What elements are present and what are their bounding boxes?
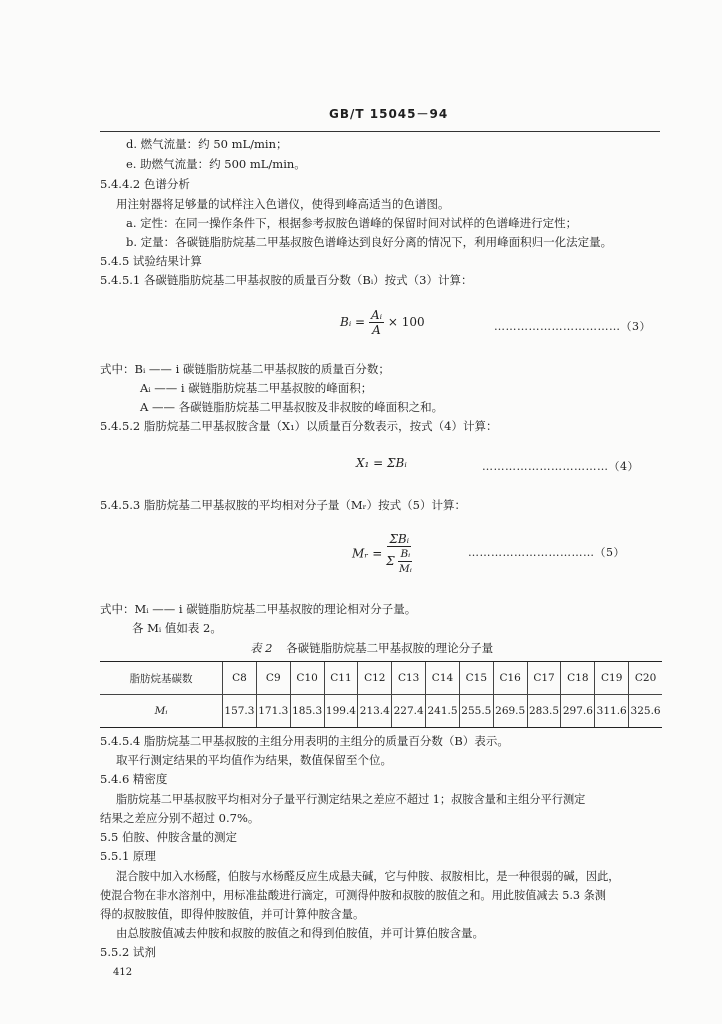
table-col-header: C11 bbox=[324, 662, 358, 695]
formula-4: X₁ = ΣBᵢ bbox=[356, 456, 407, 470]
table-col-header: C10 bbox=[290, 662, 324, 695]
table-cell: 311.6 bbox=[595, 695, 629, 728]
standard-code-header: GB/T 15045－94 bbox=[329, 107, 449, 121]
table-cell: 269.5 bbox=[493, 695, 527, 728]
formula-5-fraction bbox=[386, 532, 412, 576]
table-col-header: C9 bbox=[256, 662, 290, 695]
table-2-caption bbox=[250, 640, 493, 656]
item-d-gas-flow: d. 燃气流量：约 50 mL/min； bbox=[126, 137, 288, 151]
formula-3-denominator: A bbox=[372, 323, 381, 337]
where-1-line-2: Aᵢ —— i 碳链脂肪烷基二甲基叔胺的峰面积； bbox=[140, 381, 373, 395]
table-row bbox=[100, 662, 662, 695]
table-2 bbox=[100, 661, 662, 728]
formula-3-lhs: Bᵢ = bbox=[340, 315, 366, 329]
header-rule bbox=[100, 131, 660, 132]
table-col-header: C16 bbox=[493, 662, 527, 695]
where-1-line-1: 式中：Bᵢ —— i 碳链脂肪烷基二甲基叔胺的质量百分数； bbox=[100, 362, 390, 376]
section-546-text-1: 脂肪烷基二甲基叔胺平均相对分子量平行测定结果之差应不超过 1；叔胺含量和主组分平行测定 bbox=[116, 793, 586, 806]
section-551-text-2: 使混合物在非水溶剂中，用标准盐酸进行滴定，可测得仲胺和叔胺的胺值之和。用此胺值减去 5.3 条测 bbox=[100, 889, 606, 902]
item-a-qualitative: a. 定性：在同一操作条件下，根据参考叔胺色谱峰的保留时间对试样的色谱峰进行定性； bbox=[126, 216, 578, 230]
section-551-text-4: 由总胺胺值减去仲胺和叔胺的胺值之和得到伯胺值，并可计算伯胺含量。 bbox=[116, 926, 484, 940]
section-5442-text: 用注射器将足够量的试样注入色谱仪，使得到峰高适当的色谱图。 bbox=[116, 197, 450, 211]
table-row-header: Mᵢ bbox=[100, 695, 223, 728]
section-551-text-3: 得的叔胺胺值，即得仲胺胺值，并可计算仲胺含量。 bbox=[100, 907, 365, 921]
table-cell: 213.4 bbox=[358, 695, 392, 728]
table-col-header: C19 bbox=[595, 662, 629, 695]
section-552-heading: 5.5.2 试剂 bbox=[100, 945, 156, 959]
formula-5-lhs: Mᵣ = bbox=[352, 546, 383, 561]
section-5452-heading: 5.4.5.2 脂肪烷基二甲基叔胺含量（X₁）以质量百分数表示，按式（4）计算： bbox=[100, 419, 498, 433]
section-5454-heading: 5.4.5.4 脂肪烷基二甲基叔胺的主组分用表明的主组分的质量百分数（B）表示。 bbox=[100, 734, 509, 748]
formula-5-number: （5） bbox=[594, 546, 625, 559]
table-cell: 283.5 bbox=[527, 695, 561, 728]
table-cell: 227.4 bbox=[392, 695, 426, 728]
item-e-air-flow: e. 助燃气流量：约 500 mL/min。 bbox=[126, 157, 306, 171]
where-2-line-1: 式中：Mᵢ —— i 碳链脂肪烷基二甲基叔胺的理论相对分子量。 bbox=[100, 602, 417, 616]
table-col-header: C13 bbox=[392, 662, 426, 695]
formula-5 bbox=[352, 532, 412, 576]
table-col-header: C8 bbox=[223, 662, 257, 695]
formula-5-numerator: ΣBᵢ bbox=[389, 532, 410, 546]
section-5451-heading: 5.4.5.1 各碳链脂肪烷基二甲基叔胺的质量百分数（Bᵢ）按式（3）计算： bbox=[100, 273, 473, 287]
table-col-header: C20 bbox=[629, 662, 662, 695]
table-col-header: C17 bbox=[527, 662, 561, 695]
section-5442-heading: 5.4.4.2 色谱分析 bbox=[100, 177, 190, 191]
section-5453-heading: 5.4.5.3 脂肪烷基二甲基叔胺的平均相对分子量（Mᵣ）按式（5）计算： bbox=[100, 498, 466, 512]
table-col-header: C18 bbox=[561, 662, 595, 695]
table-col-header: C12 bbox=[358, 662, 392, 695]
formula-3-number: （3） bbox=[620, 320, 651, 333]
section-546-heading: 5.4.6 精密度 bbox=[100, 772, 168, 786]
formula-3 bbox=[340, 308, 425, 337]
table-cell: 297.6 bbox=[561, 695, 595, 728]
where-2-line-2: 各 Mᵢ 值如表 2。 bbox=[132, 621, 222, 635]
formula-5-leader: ……………………………（5） bbox=[468, 546, 625, 559]
table-cell: 199.4 bbox=[324, 695, 358, 728]
table-2-title: 各碳链脂肪烷基二甲基叔胺的理论分子量 bbox=[286, 641, 494, 655]
section-55-heading: 5.5 伯胺、仲胺含量的测定 bbox=[100, 830, 237, 844]
formula-3-tail: × 100 bbox=[387, 315, 425, 329]
formula-5-inner-denominator: Mᵢ bbox=[398, 563, 412, 575]
table-row bbox=[100, 695, 662, 728]
table-cell: 241.5 bbox=[426, 695, 460, 728]
formula-3-numerator: Aᵢ bbox=[370, 308, 383, 322]
formula-3-fraction bbox=[369, 308, 384, 337]
table-cell: 157.3 bbox=[223, 695, 257, 728]
item-b-quantitative: b. 定量：各碳链脂肪烷基二甲基叔胺色谱峰达到良好分离的情况下，利用峰面积归一化法定量。 bbox=[126, 235, 613, 249]
section-5454-text: 取平行测定结果的平均值作为结果，数值保留至个位。 bbox=[116, 753, 392, 767]
table-cell: 185.3 bbox=[290, 695, 324, 728]
table-cell: 171.3 bbox=[256, 695, 290, 728]
table-row-header: 脂肪烷基碳数 bbox=[100, 662, 223, 695]
formula-3-leader: ……………………………（3） bbox=[494, 320, 651, 333]
table-2-number: 表 2 bbox=[250, 641, 273, 655]
table-cell: 325.6 bbox=[629, 695, 662, 728]
formula-5-inner-numerator: Bᵢ bbox=[400, 548, 411, 560]
section-546-text-2: 结果之差应分别不超过 0.7%。 bbox=[100, 811, 260, 825]
formula-4-number: （4） bbox=[608, 460, 639, 473]
formula-4-leader: ……………………………（4） bbox=[482, 460, 639, 473]
page-number: 412 bbox=[113, 967, 133, 978]
section-551-heading: 5.5.1 原理 bbox=[100, 849, 156, 863]
table-cell: 255.5 bbox=[459, 695, 493, 728]
table-col-header: C14 bbox=[426, 662, 460, 695]
formula-5-denominator: Σ $\frac{\text{Bᵢ}}{\text{Mᵢ}}$ bbox=[386, 548, 412, 575]
where-1-line-3: A —— 各碳链脂肪烷基二甲基叔胺及非叔胺的峰面积之和。 bbox=[140, 400, 444, 414]
section-551-text-1: 混合胺中加入水杨醛，伯胺与水杨醛反应生成悬夫碱，它与仲胺、叔胺相比，是一种很弱的碱，因此， bbox=[116, 870, 620, 883]
table-col-header: C15 bbox=[459, 662, 493, 695]
section-545-heading: 5.4.5 试验结果计算 bbox=[100, 254, 202, 268]
